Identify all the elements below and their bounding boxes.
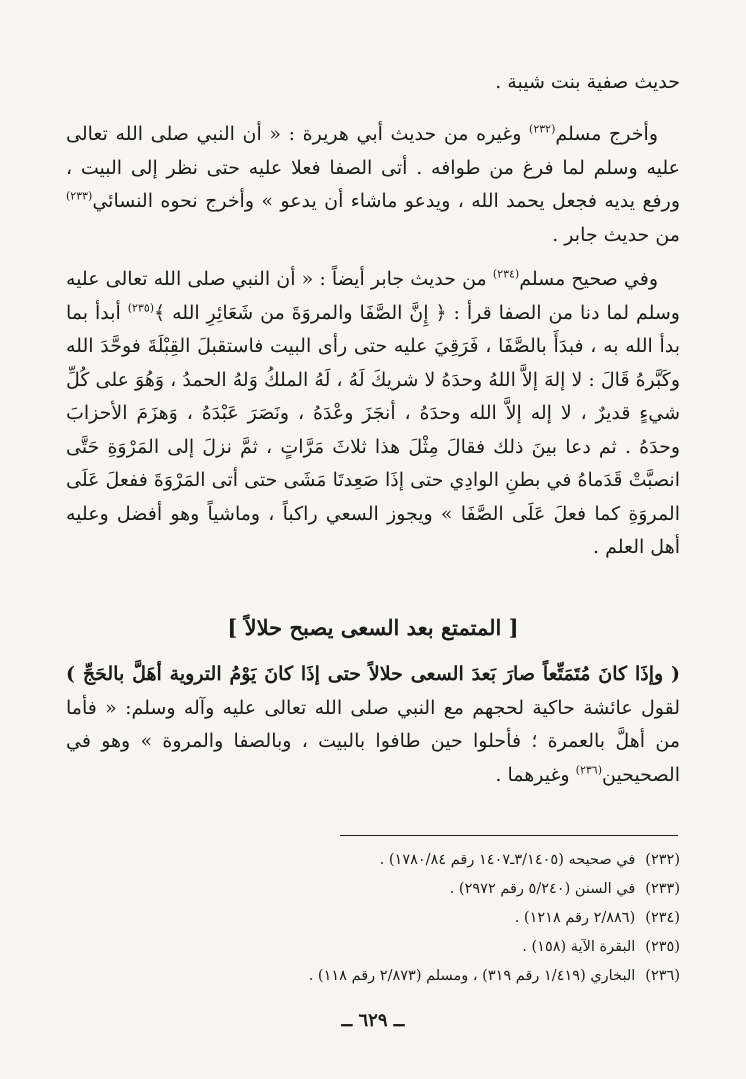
- footnote-number: (٢٣٢): [645, 852, 680, 868]
- paragraph-3-part-a: وفي صحيح مسلم: [519, 268, 658, 290]
- paragraph-2: [66, 118, 680, 252]
- footnote-233: [66, 875, 680, 904]
- footnote-number: (٢٣٥): [645, 939, 680, 955]
- footnote-234: [66, 904, 680, 933]
- footnote-text: البقرة الآية (١٥٨) .: [522, 939, 636, 955]
- footnote-ref-235[interactable]: (٢٣٥): [127, 301, 155, 315]
- footnote-ref-233[interactable]: (٢٣٣): [66, 189, 93, 203]
- paragraph-2-part-a: وأخرج مسلم: [555, 123, 658, 145]
- paragraph-1: [66, 66, 680, 100]
- footnote-text: البخاري (١/٤١٩ رقم ٣١٩) ، ومسلم (٢/٨٧٣ رقم ١١٨) .: [308, 968, 636, 984]
- paragraph-4-body-a: لقول عائشة حاكية لحجهم مع النبي صلى الله تعالى عليه وآله وسلم: « فأما من أهلَّ بالعمرة ؛ فأحلوا حين طافوا بالبيت ، وبالصفا والمروة » وهو في الصحيحين: [66, 696, 680, 786]
- paragraph-3-text: [66, 263, 680, 565]
- footnote-235: [66, 933, 680, 962]
- footnote-text: في صحيحه (٣/١٤٠٥ـ١٤٠٧ رقم ١٧٨٠/٨٤) .: [379, 852, 636, 868]
- paragraph-2-part-c: من حديث جابر .: [552, 223, 680, 246]
- paragraph-4-body-b: وغيرهما .: [495, 763, 576, 786]
- footnote-236: [66, 962, 680, 991]
- paragraph-3-part-c: أبدأ بما بدأ الله به ، فبدَأَ بالصَّفَا ، فَرَقِيَ عليه حتى رأى البيت فاستقبلَ القِبْلَةَ فوحَّدَ الله وكَبَّرهُ قَالَ : لا إلهَ إلاَّ اللهُ وحدَهُ لا شريكَ لَهُ ، لَهُ الملكُ وَلهُ الحمدُ ، وَهُوَ على كُلِّ شيءٍ قديرٌ ، لا إله إلاَّ الله وحدَهُ ، أنجَزَ وعْدَهُ ، ونَصَرَ عَبْدَهُ ، وَهزَمَ الأحزابَ وحدَهُ . ثم دعا بينَ ذلك فقالَ مِثْلَ هذا ثلاثَ مَرَّاتٍ ، ثمَّ نزلَ إلى المَرْوَةِ حَتَّى انصبَّتْ قَدَماهُ في بطنِ الوادِي حتى إذَا صَعِدتَا مَشَى حتى أتى المَرْوَةَ ففعلَ عَلَى المروَةِ كما فعلَ عَلَى الصَّفَا » ويجوز السعي راكباً ، وماشياً وهو أفضل وعليه أهل العلم .: [66, 301, 680, 558]
- footnote-divider: [340, 835, 678, 836]
- footnote-text: في السنن (٥/٢٤٠ رقم ٢٩٧٢) .: [449, 881, 636, 897]
- footnote-number: (٢٣٣): [645, 881, 680, 897]
- footnote-ref-236[interactable]: (٢٣٦): [575, 763, 602, 777]
- paragraph-4-text: [66, 658, 680, 792]
- page-number: ــ ٦٢٩ ــ: [341, 1010, 405, 1031]
- paragraph-3: [66, 263, 680, 565]
- footnote-232: [66, 846, 680, 875]
- paragraph-4: [66, 658, 680, 792]
- footnote-number: (٢٣٤): [645, 910, 680, 926]
- matn-lead: ( وإذَا كانَ مُتَمَتِّعاً صارَ بَعدَ السعى حلالاً حتى إذَا كانَ يَوْمُ التروية أهَلَّ بالحَجِّ ): [66, 663, 680, 685]
- footnote-number: (٢٣٦): [645, 968, 680, 984]
- footnotes: [66, 846, 680, 991]
- paragraph-1-text: حديث صفية بنت شيبة .: [495, 71, 680, 93]
- paragraph-2-text: [66, 118, 680, 252]
- footnote-text: (٢/٨٨٦ رقم ١٢١٨) .: [514, 910, 636, 926]
- footnote-ref-234[interactable]: (٢٣٤): [492, 267, 520, 281]
- paragraph-3-part-b: من حديث جابر أيضاً : « أن النبي صلى الله تعالى عليه وسلم لما دنا من الصفا قرأ : ﴿ إِنَّ الصَّفَا والمروَةَ من شَعَائِرِ الله ﴾: [66, 268, 680, 324]
- footnote-ref-232[interactable]: (٢٣٢): [529, 122, 556, 136]
- section-heading: [ المتمتع بعد السعى يصبح حلالاً ]: [227, 615, 519, 640]
- paragraph-2-part-b: وغيره من حديث أبي هريرة : « أن النبي صلى الله تعالى عليه وسلم لما فرغ من طوافه . أتى الصفا فعلا عليه حتى نظر إلى البيت ، ورفع يديه فجعل يحمد الله ، ويدعو ماشاء أن يدعو » وأخرج نحوه النسائي: [66, 123, 680, 212]
